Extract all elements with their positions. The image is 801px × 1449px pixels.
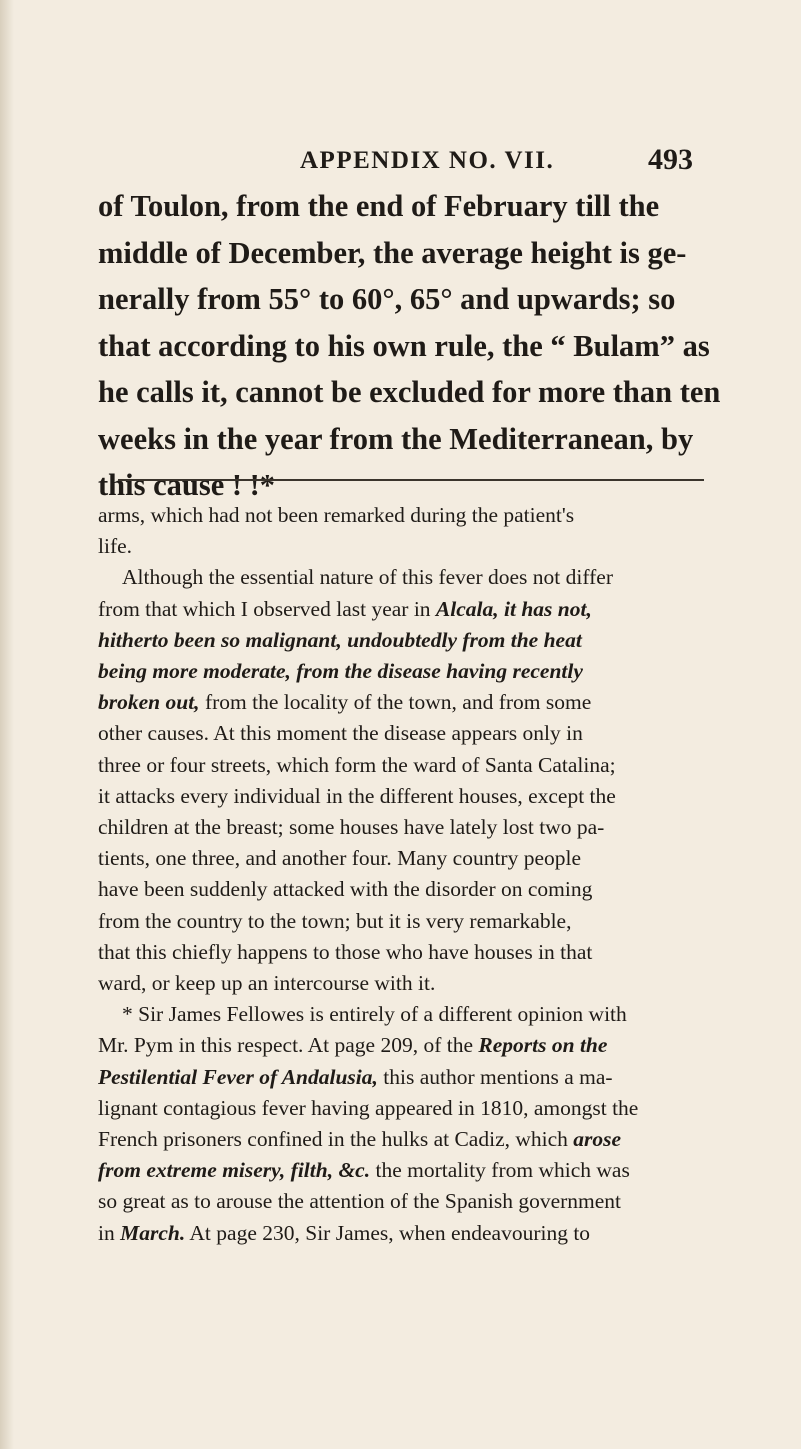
footnote-italic: hitherto been so malignant, undoubtedly from the heat: [98, 627, 582, 652]
footnote-text: French prisoners confined in the hulks at Cadiz, which: [98, 1127, 574, 1152]
footnote-line: [98, 687, 720, 718]
footnote-line: life.: [98, 534, 133, 559]
footnote-line: [98, 1155, 720, 1186]
footnote-divider: [118, 479, 704, 481]
footnote-line: have been suddenly attacked with the disorder on coming: [98, 877, 593, 902]
footnote-text: At page 230, Sir James, when endeavouring to: [185, 1220, 591, 1245]
footnote-line: [98, 656, 720, 687]
footnote-line: * Sir James Fellowes is entirely of a different opinion with: [122, 1002, 627, 1027]
footnote-line: tients, one three, and another four. Many country people: [98, 846, 582, 871]
footnote-line: three or four streets, which form the ward of Santa Catalina;: [98, 752, 616, 777]
footnote-italic: Reports on the: [478, 1033, 608, 1058]
footnote-italic: March.: [120, 1220, 186, 1245]
page-edge-shadow: [0, 0, 14, 1449]
main-line: nerally from 55° to 60°, 65° and upwards; so: [98, 282, 676, 316]
footnote-text: the mortality from which was: [370, 1158, 630, 1183]
footnote-line: [98, 1062, 720, 1093]
running-title: APPENDIX NO. VII.: [300, 147, 555, 174]
footnotes: [98, 500, 720, 1249]
footnote-line: that this chiefly happens to those who have houses in that: [98, 939, 593, 964]
main-line: weeks in the year from the Mediterranean, by: [98, 421, 694, 456]
footnote-italic: from extreme misery, filth, &c.: [98, 1158, 371, 1183]
footnote-line: children at the breast; some houses have lately lost two pa-: [98, 815, 605, 840]
footnote-line: [98, 1218, 720, 1249]
main-line: of Toulon, from the end of February till the: [98, 189, 660, 223]
footnote-line: [98, 1124, 720, 1155]
footnote-line: [98, 625, 720, 656]
footnote-line: arms, which had not been remarked during the patient's: [98, 503, 575, 527]
footnote-text: this author mentions a ma-: [377, 1064, 613, 1089]
footnote-line: [98, 594, 720, 625]
main-text: [98, 183, 721, 509]
footnote-line: so great as to arouse the attention of the Spanish government: [98, 1189, 622, 1214]
main-line: that according to his own rule, the “ Bulam” as: [98, 328, 710, 363]
footnote-text: from that which I observed last year in: [98, 596, 436, 621]
footnote-line: it attacks every individual in the different houses, except the: [98, 783, 616, 808]
footnote-italic: Alcala, it has not,: [435, 596, 592, 621]
footnote-line: lignant contagious fever having appeared in 1810, amongst the: [98, 1095, 639, 1120]
main-line: middle of December, the average height is ge-: [98, 235, 687, 270]
page-number: 493: [648, 143, 693, 176]
footnote-italic: Pestilential Fever of Andalusia,: [98, 1064, 378, 1089]
footnote-text: from the locality of the town, and from some: [199, 690, 592, 715]
footnote-line: ward, or keep up an intercourse with it.: [98, 971, 436, 996]
footnote-line: other causes. At this moment the disease appears only in: [98, 721, 583, 746]
footnote-italic: broken out,: [98, 690, 200, 715]
footnote-text: in: [98, 1220, 121, 1245]
footnote-text: Mr. Pym in this respect. At page 209, of the: [98, 1033, 479, 1058]
footnote-line: [98, 1030, 720, 1061]
footnote-line: from the country to the town; but it is very remarkable,: [98, 908, 572, 933]
main-line: he calls it, cannot be excluded for more than ten: [98, 375, 721, 409]
running-header: [0, 143, 801, 183]
footnote-italic: being more moderate, from the disease having recently: [98, 659, 583, 684]
main-line: this cause ! !*: [98, 468, 276, 502]
footnote-line: Although the essential nature of this fever does not differ: [122, 565, 613, 590]
footnote-italic: arose: [573, 1127, 622, 1152]
